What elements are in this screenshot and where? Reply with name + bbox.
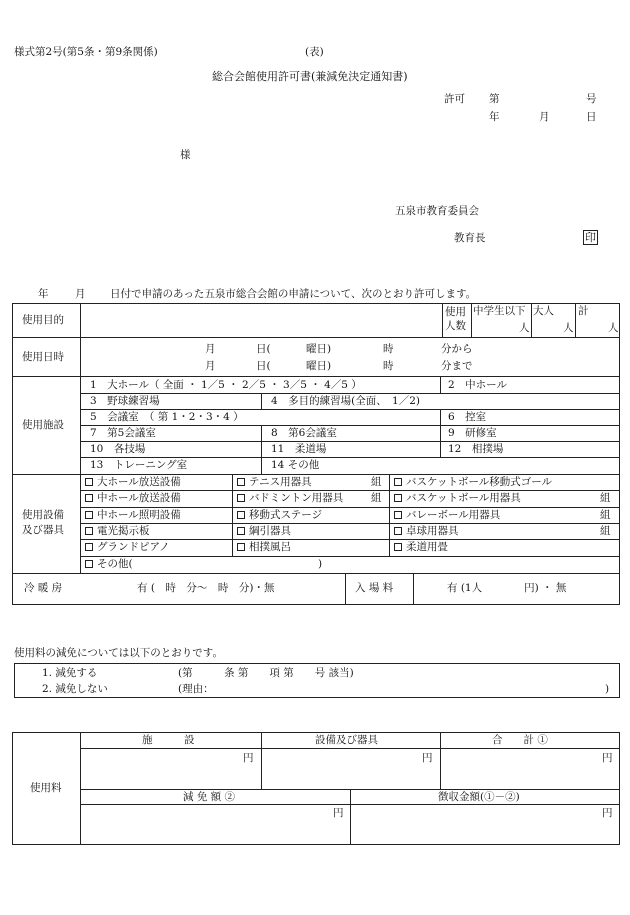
form-number: 様式第2号(第5条・第9条関係) [14,46,158,58]
kumi-unit: 組 [600,509,611,521]
kumi-unit: 組 [371,492,382,504]
fee-facility-header: 施 設 [142,734,195,746]
from-hour: 時 [383,343,394,355]
checkbox[interactable] [237,478,245,486]
intro-text: 日付で申請のあった五泉市総合会館の申請について、次のとおり許可します。 [110,288,477,300]
equip-item[interactable]: 移動式ステージ [237,509,322,521]
permit-dai: 第 [489,93,500,105]
adult-unit: 人 [563,322,574,334]
equip-item[interactable]: 中ホール放送設備 [85,492,181,504]
fee-total-header: 合 計 ① [492,734,548,746]
checkbox[interactable] [394,543,402,551]
facilities-label: 使用施設 [22,419,64,431]
equip-item[interactable]: 卓球用器具 [394,525,459,537]
to-hour: 時 [383,360,394,372]
kumi-unit: 組 [600,492,611,504]
to-month: 月 [205,360,216,372]
from-month: 月 [205,343,216,355]
facility-10: 10 各技場 [90,443,146,455]
checkbox[interactable] [85,527,93,535]
junior-label: 中学生以下 [473,305,526,317]
equip-item[interactable]: バドミントン用器具 [237,492,343,504]
checkbox[interactable] [237,511,245,519]
fee-label: 使用料 [30,782,62,794]
to-weekday: 曜日) [306,360,332,372]
count-label-1: 使用 [445,306,466,318]
equip-item[interactable]: 中ホール照明設備 [85,509,181,521]
permit-day: 日 [586,111,597,123]
reduce-yes: 1. 減免する [42,667,98,679]
facility-14: 14 その他 [271,459,320,471]
cooling-label: 冷 暖 房 [24,582,63,594]
purpose-label: 使用目的 [22,314,64,326]
facility-4: 4 多目的練習場(全面、 1／2) [271,395,420,407]
addressee-sama: 様 [180,149,191,161]
intro-year: 年 [38,288,49,300]
reduce-no-reason: (理由： [178,683,214,695]
organization-name: 五泉市教育委員会 [395,205,479,217]
reduce-yes-detail: (第 条 第 項 第 号 該当) [178,667,354,679]
facility-1: 1 大ホール（ 全面 ・ 1／5 ・ 2／5 ・ 3／5 ・ 4／5 ） [90,379,362,391]
checkbox[interactable] [237,494,245,502]
checkbox[interactable] [394,494,402,502]
facility-11: 11 柔道場 [271,443,327,455]
checkbox[interactable] [85,494,93,502]
checkbox[interactable] [85,511,93,519]
from-weekday: 曜日) [306,343,332,355]
entry-fee-value: 有 (1人 円) ・ 無 [447,582,567,594]
adult-label: 大人 [533,305,554,317]
equip-item[interactable]: 綱引器具 [237,525,291,537]
checkbox[interactable] [85,560,93,568]
fee-total-yen: 円 [602,752,613,764]
equip-item[interactable]: 相撲風呂 [237,541,291,553]
facility-9: 9 研修室 [448,427,497,439]
junior-unit: 人 [519,322,530,334]
total-count-unit: 人 [608,322,619,334]
equip-item[interactable]: 柔道用畳 [394,541,448,553]
permit-go: 号 [586,93,597,105]
fee-equip-yen: 円 [422,752,433,764]
checkbox[interactable] [394,527,402,535]
equip-item[interactable]: グランドピアノ [85,541,170,553]
document-title: 総合会館使用許可書(兼減免決定通知書) [212,70,408,83]
equip-other-close: ) [318,558,323,570]
fee-reduce-yen: 円 [333,807,344,819]
cooling-value: 有 ( 時 分～ 時 分)・無 [137,582,275,594]
total-count-label: 計 [578,305,589,317]
equip-item[interactable]: バレーボール用器具 [394,509,500,521]
permit-year: 年 [489,111,500,123]
equip-item[interactable]: バスケットボール用器具 [394,492,521,504]
entry-fee-label: 入 場 料 [355,582,394,594]
facility-8: 8 第6会議室 [271,427,337,439]
reduce-no: 2. 減免しない [42,683,108,695]
checkbox[interactable] [85,478,93,486]
count-label-2: 人数 [445,320,466,332]
facility-2: 2 中ホール [448,379,507,391]
chief-title: 教育長 [454,232,486,244]
equip-item[interactable]: 電光掲示板 [85,525,150,537]
fee-facility-yen: 円 [243,752,254,764]
from-day: 日( [256,343,271,355]
checkbox[interactable] [85,543,93,551]
fee-collect-yen: 円 [602,807,613,819]
equip-item[interactable]: 大ホール放送設備 [85,476,181,488]
equip-item[interactable]: バスケットボール移動式ゴール [394,476,552,488]
equipment-label-2: 及び器具 [22,524,64,536]
reduction-intro: 使用料の減免については以下のとおりです。 [14,647,223,659]
facility-13: 13 トレーニング室 [90,459,188,471]
checkbox[interactable] [394,478,402,486]
checkbox[interactable] [237,527,245,535]
fee-reduce-header: 減 免 額 ② [183,791,236,803]
to-day: 日( [256,360,271,372]
seal-mark: 印 [585,231,596,244]
permit-month: 月 [539,111,550,123]
equip-item[interactable]: テニス用器具 [237,476,312,488]
fee-collect-header: 徴収金額(①－②) [438,791,520,803]
to-minute: 分まで [441,360,473,372]
checkbox[interactable] [237,543,245,551]
reduce-no-close: ) [605,683,610,695]
facility-5: 5 会議室 （ 第 1・2・3・4 ） [90,411,244,423]
fee-equip-header: 設備及び器具 [315,734,378,746]
datetime-label: 使用日時 [22,351,64,363]
equipment-label-1: 使用設備 [22,509,64,521]
permit-label: 許可 [444,93,465,105]
equip-other[interactable]: その他( [85,558,133,570]
kumi-unit: 組 [371,476,382,488]
checkbox[interactable] [394,511,402,519]
facility-6: 6 控室 [448,411,487,423]
facility-7: 7 第5会議室 [90,427,156,439]
facility-12: 12 相撲場 [448,443,504,455]
intro-month: 月 [75,288,86,300]
from-minute: 分から [441,343,473,355]
side-label: (表) [305,46,324,58]
kumi-unit: 組 [600,525,611,537]
facility-3: 3 野球練習場 [90,395,160,407]
